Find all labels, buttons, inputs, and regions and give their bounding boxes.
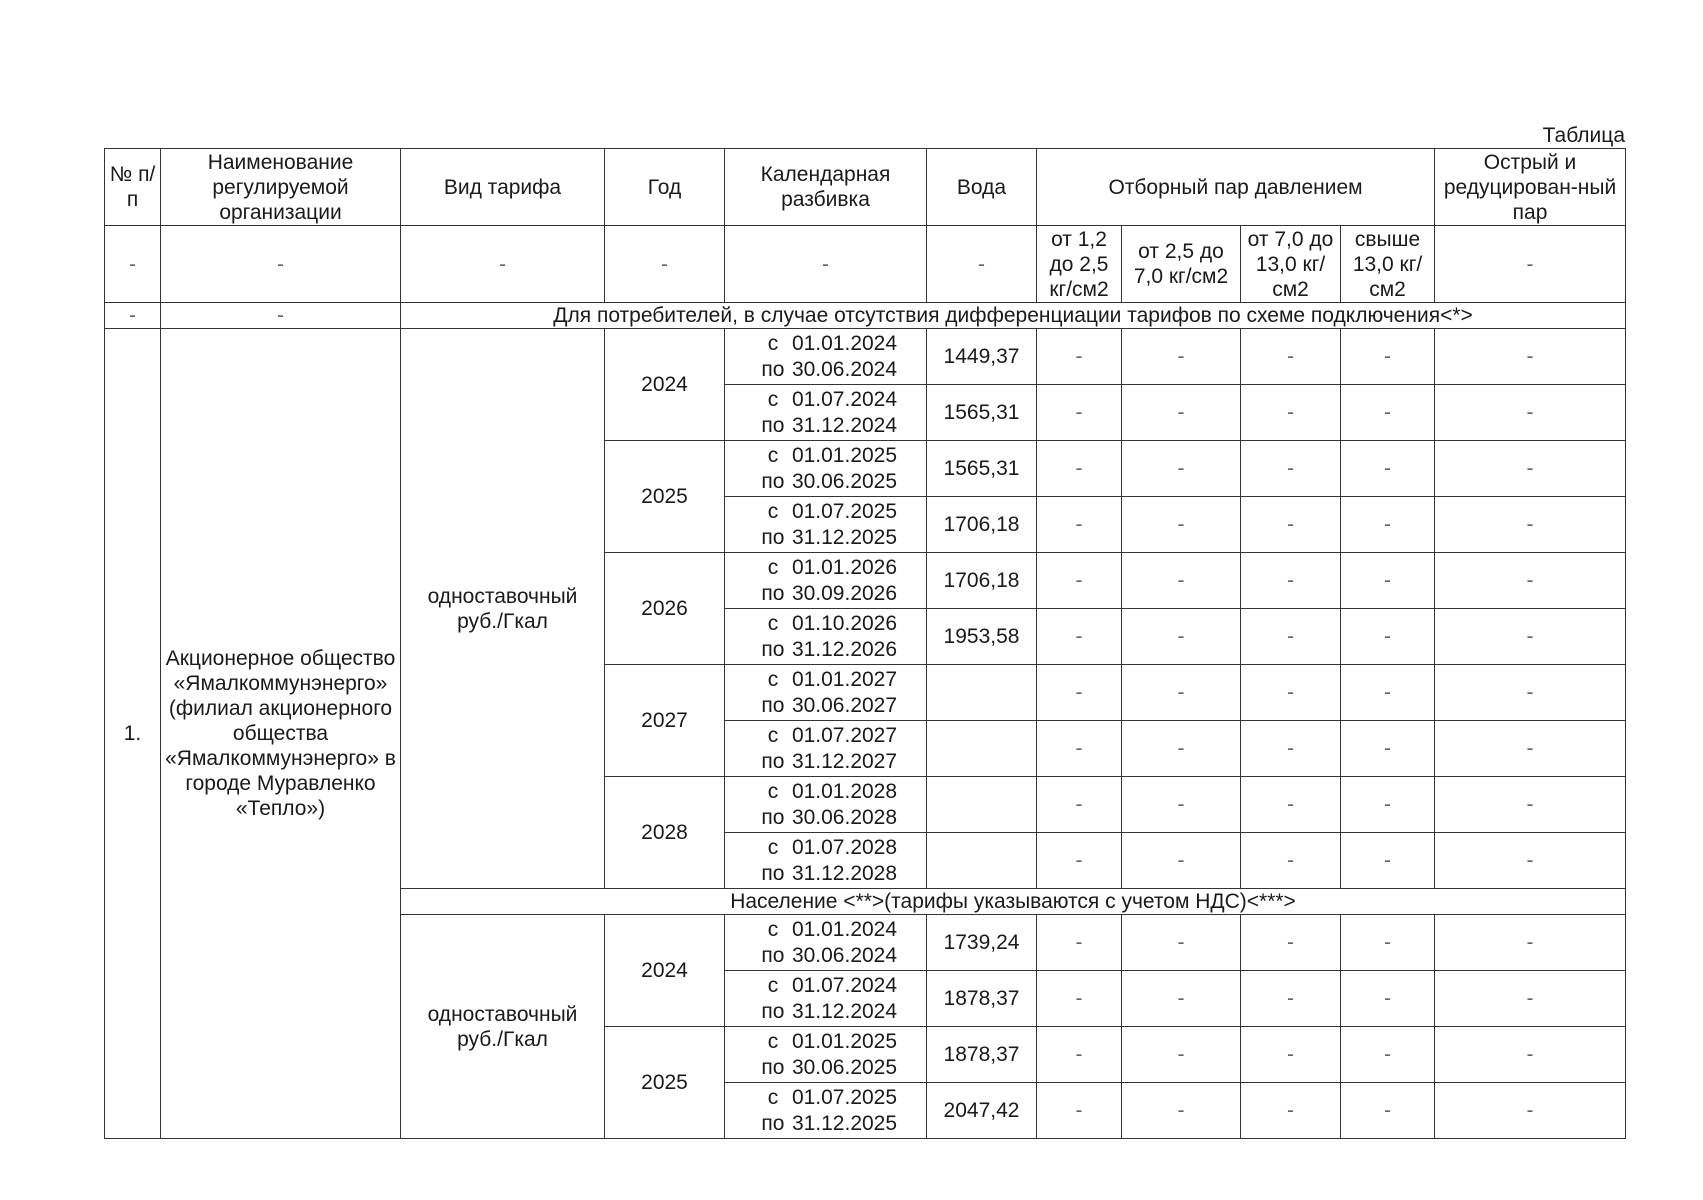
period-from-date: 01.07.2024 [791, 387, 898, 411]
period-to-label: по [761, 469, 785, 493]
steam-value: - [1241, 971, 1341, 1027]
year-cell: 2027 [605, 665, 725, 777]
period-from-date: 01.01.2024 [791, 917, 898, 941]
subheader-row [105, 226, 1626, 303]
period-from-date: 01.10.2026 [791, 611, 898, 635]
year-cell: 2024 [605, 915, 725, 1027]
steam-value: - [1435, 833, 1626, 889]
calendar-period [725, 665, 927, 721]
period-from-date: 01.07.2025 [791, 1085, 898, 1109]
org-number: 1. [105, 329, 161, 1139]
period-to-label: по [761, 693, 785, 717]
period-from-label: с [767, 667, 779, 691]
steam-value: - [1341, 1027, 1435, 1083]
steam-value: - [1122, 1083, 1241, 1139]
header-pressure-2: от 2,5 до 7,0 кг/см2 [1122, 226, 1241, 303]
period-from-date: 01.07.2024 [791, 973, 898, 997]
period-to-date: 31.12.2027 [791, 749, 898, 773]
period-to-date: 31.12.2024 [791, 999, 898, 1023]
steam-value: - [1122, 329, 1241, 385]
steam-value: - [1241, 497, 1341, 553]
period-from-label: с [767, 973, 779, 997]
calendar-period [725, 329, 927, 385]
period-to-date: 31.12.2025 [791, 1111, 898, 1135]
steam-value: - [1341, 609, 1435, 665]
period-to-date: 30.06.2025 [791, 1055, 898, 1079]
steam-value: - [1037, 721, 1122, 777]
period-from-label: с [767, 611, 779, 635]
tariff-type: одноставочный руб./Гкал [401, 329, 605, 889]
steam-value: - [1122, 833, 1241, 889]
water-value: 1878,37 [927, 1027, 1037, 1083]
header-pressure-4: свыше 13,0 кг/см2 [1341, 226, 1435, 303]
period-from-label: с [767, 779, 779, 803]
steam-value: - [1341, 833, 1435, 889]
steam-value: - [1037, 833, 1122, 889]
period-to-label: по [761, 943, 785, 967]
period-from-date: 01.01.2024 [791, 331, 898, 355]
steam-value: - [1122, 915, 1241, 971]
steam-value: - [1122, 385, 1241, 441]
table-row [105, 329, 1626, 385]
period-from-date: 01.01.2025 [791, 1029, 898, 1053]
period-from-label: с [767, 387, 779, 411]
period-to-date: 31.12.2024 [791, 413, 898, 437]
steam-value: - [1435, 329, 1626, 385]
calendar-period [725, 721, 927, 777]
steam-value: - [1037, 665, 1122, 721]
section-title-consumers: Для потребителей, в случае отсутствия дифференциации тарифов по схеме подключения<*> [401, 303, 1626, 329]
water-value: 1878,37 [927, 971, 1037, 1027]
subheader-dash: - [161, 226, 401, 303]
water-value [927, 721, 1037, 777]
period-to-date: 30.06.2024 [791, 357, 898, 381]
steam-value: - [1037, 385, 1122, 441]
period-to-label: по [761, 805, 785, 829]
period-from-label: с [767, 331, 779, 355]
period-from-date: 01.01.2025 [791, 443, 898, 467]
period-to-label: по [761, 525, 785, 549]
calendar-period [725, 553, 927, 609]
tariff-type: одноставочный руб./Гкал [401, 915, 605, 1139]
steam-value: - [1037, 777, 1122, 833]
steam-value: - [1341, 721, 1435, 777]
section-dash: - [105, 303, 161, 329]
steam-value: - [1241, 609, 1341, 665]
year-cell: 2024 [605, 329, 725, 441]
subheader-dash: - [1435, 226, 1626, 303]
period-from-label: с [767, 835, 779, 859]
calendar-period [725, 1027, 927, 1083]
subheader-dash: - [105, 226, 161, 303]
org-name: Акционерное общество «Ямалкоммунэнерго» (филиал акционерного общества «Ямалкоммунэнерго» в городе Муравленко «Тепло») [161, 329, 401, 1139]
header-year: Год [605, 149, 725, 226]
steam-value: - [1037, 1027, 1122, 1083]
water-value: 1449,37 [927, 329, 1037, 385]
water-value: 2047,42 [927, 1083, 1037, 1139]
section-row-consumers [105, 303, 1626, 329]
calendar-period [725, 385, 927, 441]
header-num: № п/п [105, 149, 161, 226]
period-to-label: по [761, 413, 785, 437]
header-tariff-type: Вид тарифа [401, 149, 605, 226]
period-from-date: 01.07.2025 [791, 499, 898, 523]
calendar-period [725, 971, 927, 1027]
steam-value: - [1241, 1083, 1341, 1139]
year-cell: 2025 [605, 1027, 725, 1139]
steam-value: - [1435, 497, 1626, 553]
period-from-label: с [767, 917, 779, 941]
steam-value: - [1341, 385, 1435, 441]
period-to-label: по [761, 1055, 785, 1079]
steam-value: - [1037, 329, 1122, 385]
header-sharp-steam: Острый и редуцирован-ный пар [1435, 149, 1626, 226]
period-from-label: с [767, 499, 779, 523]
steam-value: - [1341, 497, 1435, 553]
steam-value: - [1122, 777, 1241, 833]
header-calendar: Календарная разбивка [725, 149, 927, 226]
header-org: Наименование регулируемой организации [161, 149, 401, 226]
year-cell: 2028 [605, 777, 725, 889]
steam-value: - [1341, 553, 1435, 609]
steam-value: - [1122, 497, 1241, 553]
period-to-label: по [761, 581, 785, 605]
period-to-label: по [761, 999, 785, 1023]
subheader-dash: - [605, 226, 725, 303]
steam-value: - [1037, 971, 1122, 1027]
steam-value: - [1435, 665, 1626, 721]
steam-value: - [1122, 441, 1241, 497]
period-from-date: 01.01.2026 [791, 555, 898, 579]
tariff-table [104, 148, 1626, 1139]
steam-value: - [1037, 553, 1122, 609]
steam-value: - [1122, 721, 1241, 777]
steam-value: - [1241, 777, 1341, 833]
steam-value: - [1435, 1083, 1626, 1139]
table-caption: Таблица [1542, 124, 1625, 147]
period-to-label: по [761, 1111, 785, 1135]
calendar-period [725, 777, 927, 833]
header-water: Вода [927, 149, 1037, 226]
period-to-date: 30.06.2024 [791, 943, 898, 967]
subheader-dash: - [927, 226, 1037, 303]
header-pressure-1: от 1,2 до 2,5 кг/см2 [1037, 226, 1122, 303]
period-from-date: 01.01.2028 [791, 779, 898, 803]
section-title-population: Население <**>(тарифы указываются с учетом НДС)<***> [401, 889, 1626, 915]
period-to-date: 30.06.2027 [791, 693, 898, 717]
steam-value: - [1241, 385, 1341, 441]
calendar-period [725, 609, 927, 665]
steam-value: - [1435, 441, 1626, 497]
steam-value: - [1341, 665, 1435, 721]
year-cell: 2026 [605, 553, 725, 665]
calendar-period [725, 441, 927, 497]
steam-value: - [1122, 665, 1241, 721]
steam-value: - [1241, 441, 1341, 497]
period-to-date: 30.09.2026 [791, 581, 898, 605]
period-to-label: по [761, 749, 785, 773]
water-value: 1565,31 [927, 441, 1037, 497]
period-from-date: 01.01.2027 [791, 667, 898, 691]
period-from-label: с [767, 1085, 779, 1109]
period-from-label: с [767, 555, 779, 579]
period-to-date: 30.06.2028 [791, 805, 898, 829]
steam-value: - [1037, 609, 1122, 665]
steam-value: - [1435, 721, 1626, 777]
steam-value: - [1341, 329, 1435, 385]
period-from-date: 01.07.2028 [791, 835, 898, 859]
period-from-date: 01.07.2027 [791, 723, 898, 747]
year-cell: 2025 [605, 441, 725, 553]
steam-value: - [1435, 777, 1626, 833]
period-to-date: 31.12.2028 [791, 861, 898, 885]
water-value: 1706,18 [927, 497, 1037, 553]
steam-value: - [1122, 1027, 1241, 1083]
steam-value: - [1122, 609, 1241, 665]
water-value: 1953,58 [927, 609, 1037, 665]
steam-value: - [1241, 915, 1341, 971]
steam-value: - [1341, 441, 1435, 497]
steam-value: - [1435, 1027, 1626, 1083]
period-from-label: с [767, 443, 779, 467]
steam-value: - [1037, 497, 1122, 553]
steam-value: - [1122, 553, 1241, 609]
period-from-label: с [767, 1029, 779, 1053]
steam-value: - [1241, 1027, 1341, 1083]
header-pressure-3: от 7,0 до 13,0 кг/см2 [1241, 226, 1341, 303]
steam-value: - [1435, 385, 1626, 441]
steam-value: - [1435, 609, 1626, 665]
water-value [927, 833, 1037, 889]
water-value: 1739,24 [927, 915, 1037, 971]
water-value [927, 665, 1037, 721]
steam-value: - [1122, 971, 1241, 1027]
steam-value: - [1037, 1083, 1122, 1139]
period-to-label: по [761, 357, 785, 381]
calendar-period [725, 497, 927, 553]
calendar-period [725, 1083, 927, 1139]
water-value [927, 777, 1037, 833]
steam-value: - [1435, 915, 1626, 971]
calendar-period [725, 915, 927, 971]
period-to-date: 31.12.2025 [791, 525, 898, 549]
steam-value: - [1341, 971, 1435, 1027]
steam-value: - [1241, 665, 1341, 721]
period-to-date: 31.12.2026 [791, 637, 898, 661]
steam-value: - [1037, 915, 1122, 971]
subheader-dash: - [725, 226, 927, 303]
header-row [105, 149, 1626, 226]
subheader-dash: - [401, 226, 605, 303]
steam-value: - [1435, 553, 1626, 609]
steam-value: - [1241, 553, 1341, 609]
water-value: 1565,31 [927, 385, 1037, 441]
period-from-label: с [767, 723, 779, 747]
steam-value: - [1341, 777, 1435, 833]
steam-value: - [1241, 329, 1341, 385]
steam-value: - [1341, 1083, 1435, 1139]
steam-value: - [1341, 915, 1435, 971]
steam-value: - [1241, 721, 1341, 777]
calendar-period [725, 833, 927, 889]
section-dash: - [161, 303, 401, 329]
header-steam: Отборный пар давлением [1037, 149, 1435, 226]
water-value: 1706,18 [927, 553, 1037, 609]
period-to-label: по [761, 637, 785, 661]
steam-value: - [1241, 833, 1341, 889]
steam-value: - [1037, 441, 1122, 497]
steam-value: - [1435, 971, 1626, 1027]
period-to-label: по [761, 861, 785, 885]
period-to-date: 30.06.2025 [791, 469, 898, 493]
